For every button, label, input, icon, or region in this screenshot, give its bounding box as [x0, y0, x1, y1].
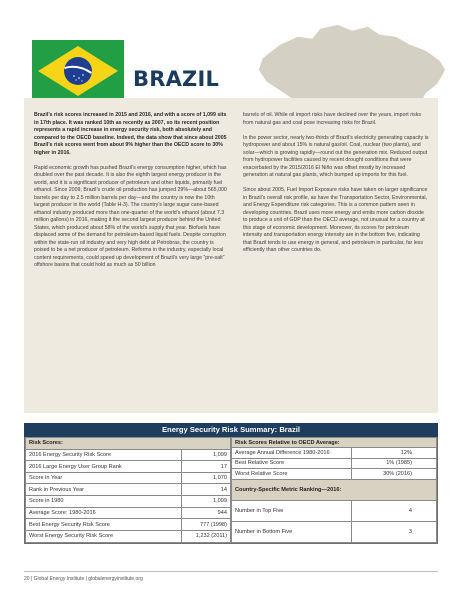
body-paragraph: Rapid economic growth has pushed Brazil’s energy consumption higher, which has doubled over the past decade. It is also the eighth largest energy producer in the world, and it is a significant producer of petroleum and other liquids, primarily fuel ethanol. Since 2009, Brazil’s crude oil production has jumped 29%—about 565,000 barrels per day to 2.5 million barrels per day—and the country is now the 10th largest producer in the world (Table H-3). The country’s large sugar cane-based ethanol industry produced more than one-quarter of the world’s ethanol (about 7.3 million gallons) in 2016, making it the second largest producer behind the United States, which produced about 58% of the world’s supply that year. Biofuels have displaced some of the demand for petroleum-based liquid fuels. Despite corruption within the state-run oil industry and very high debt at Petrobras, the country is poised to be a net producer of petroleum. Reforms in the industry, especially local content requirements, could speed up development of Brazil’s very large “pre-salt” offshore basins that could hold as much as 50 billion: [34, 164, 227, 268]
lead-paragraph: Brazil’s risk scores increased in 2015 and 2016, and with a score of 1,099 sits in 17th place. It was ranked 10th as recently as 2007, so its recent position represents a rapid increase in energy security risk, both absolutely and compared to the OECD baseline. Indeed, the data show that since about 2005 Brazil’s risk scores went from about 9% higher than the OECD score to 30% higher in 2016.: [34, 112, 227, 156]
table-row: Best Relative Score 1% (1985): [232, 458, 437, 468]
brazil-flag-icon: [32, 40, 124, 102]
body-paragraph: barrels of oil. While oil import risks have declined over the years, import risks from natural gas and coal pose increasing risks for Brazil.: [243, 112, 421, 126]
table-row: Rank in Previous Year 14: [26, 484, 231, 496]
table-header: Country-Specific Metric Ranking—2016:: [232, 479, 437, 500]
table-row: 2016 Large Energy User Group Rank 17: [26, 461, 231, 473]
table-row: Average Score: 1980-2016 944: [26, 507, 231, 519]
left-column: [34, 112, 230, 277]
risk-scores-table: [25, 437, 231, 543]
oecd-relative-table: [231, 437, 437, 543]
table-row: Number in Bottom Five 3: [232, 521, 437, 542]
page-title: BRAZIL: [133, 67, 220, 91]
body-paragraph: Since about 2005, Fuel Import Exposure risks have taken on larger significance in Brazil’s overall risk profile, as have the Transportation Sector, Environmental, and Energy Expenditure risk categories. This is a common pattern seen in developing countries. Brazil uses more energy and emits more carbon dioxide to produce a unit of GDP than the OECD average, not unusual for a country at this stage of economic development. Moreover, its scores for petroleum intensity and transportation energy intensity are in the bottom five, indicating that Brazil tends to use energy in general, and petroleum in particular, far less efficiently than other countries do.: [243, 187, 428, 253]
table-row: 2016 Energy Security Risk Score 1,099: [26, 449, 231, 461]
table-row: Score in Year 1,070: [26, 472, 231, 484]
body-paragraph: In the power sector, nearly two-thirds of Brazil’s electricity generating capacity is hydropower and about 15% is natural gas/oil. Coal, nuclear (two plants), and solar—which is growing rapidly—round out the generation mix. Reduced output from hydropower facilities caused by recent drought conditions that were exacerbated by the 2015/2016 El Niño was offset mostly by increased generation at natural gas plants, which bumped up imports for this fuel.: [243, 134, 429, 178]
right-column: [243, 112, 429, 262]
content-panel: [24, 98, 438, 413]
table-row: Worst Relative Score 30% (2016): [232, 469, 437, 479]
table-row: Worst Energy Security Risk Score 1,232 (2011): [26, 530, 231, 542]
table-row: Score in 1980 1,099: [26, 496, 231, 508]
table-header: Risk Scores:: [26, 438, 231, 450]
risk-summary: [24, 423, 438, 544]
table-row: Number in Top Five 4: [232, 500, 437, 521]
table-row: Average Annual Difference 1980-2016 12%: [232, 448, 437, 458]
summary-title: Energy Security Risk Summary: Brazil: [24, 423, 438, 437]
table-header: Risk Scores Relative to OECD Average:: [232, 438, 437, 448]
page-footer: 20 | Global Energy Institute | globalenergyinstitute.org: [24, 571, 438, 582]
table-row: Best Energy Security Risk Score 777 (1998): [26, 519, 231, 531]
